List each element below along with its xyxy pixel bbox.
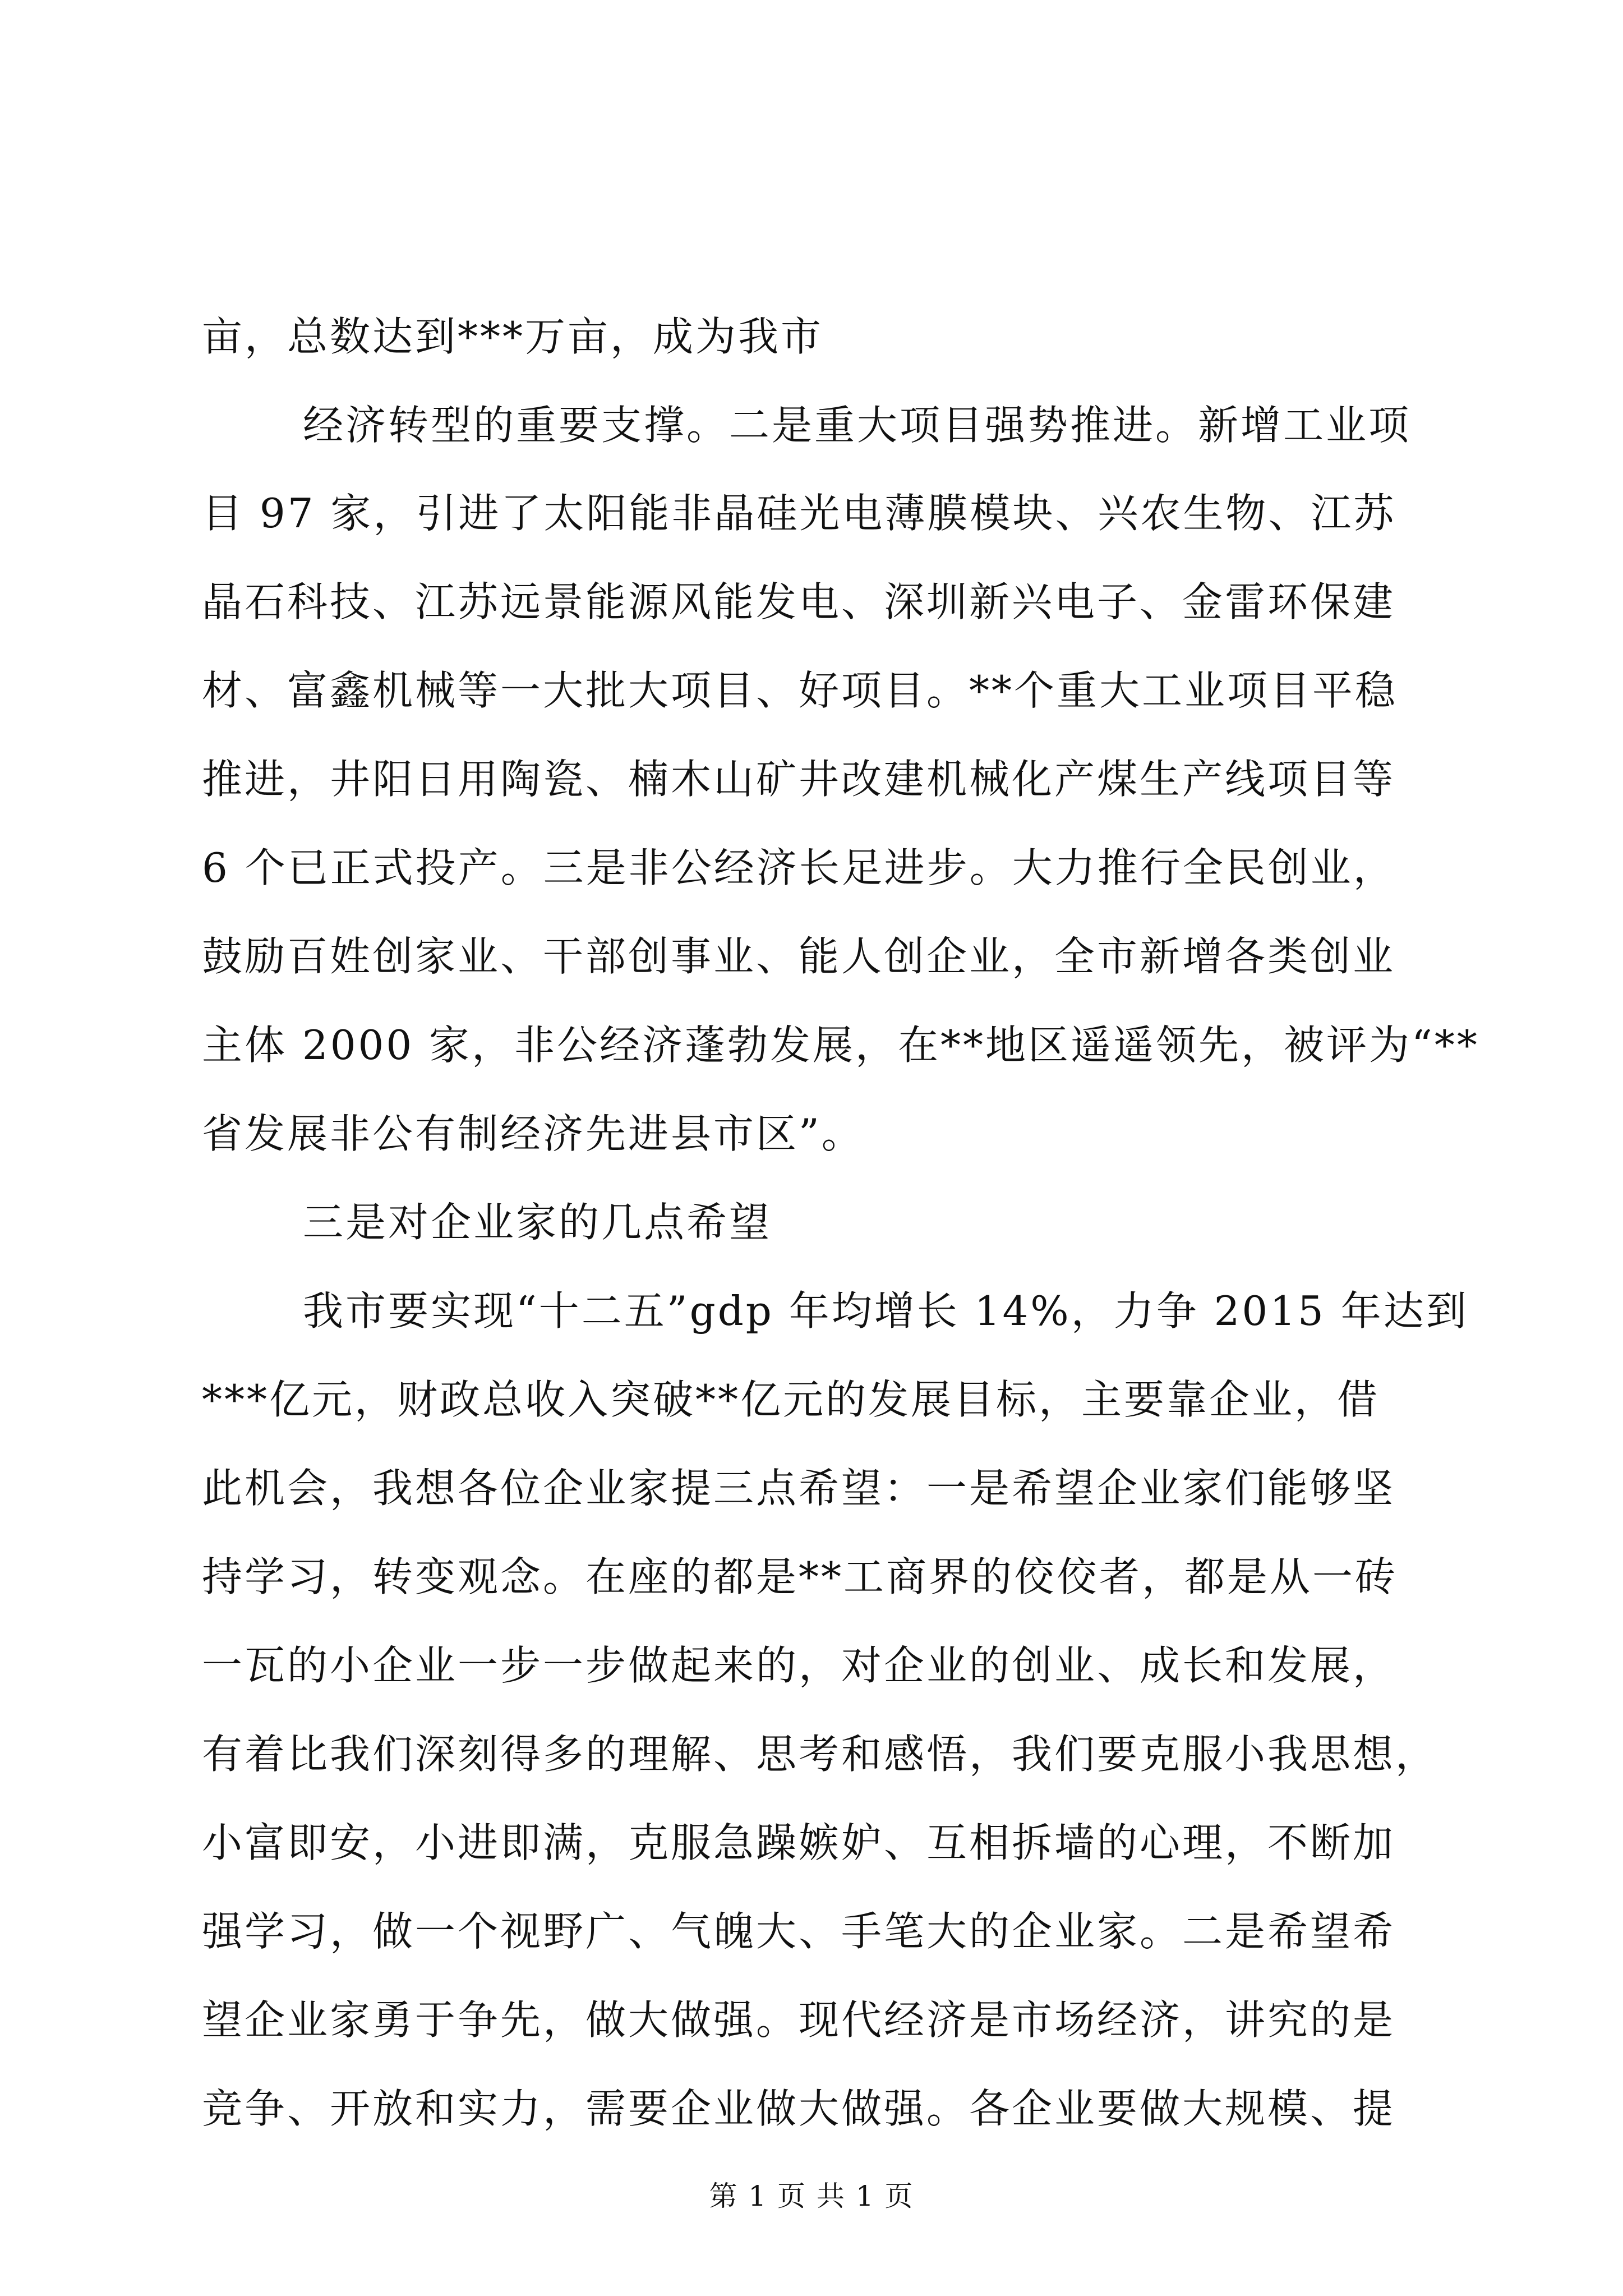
text-line: 推进，井阳日用陶瓷、楠木山矿井改建机械化产煤生产线项目等	[202, 756, 1396, 803]
text-line: 鼓励百姓创家业、干部创事业、能人创企业，全市新增各类创业	[202, 933, 1396, 980]
page-footer: 第 1 页 共 1 页	[709, 2180, 914, 2212]
text-line: 材、富鑫机械等一大批大项目、好项目。**个重大工业项目平稳	[202, 667, 1398, 714]
text-line: ***亿元，财政总收入突破**亿元的发展目标，主要靠企业，借	[202, 1376, 1380, 1423]
text-line: 经济转型的重要支撑。二是重大项目强势推进。新增工业项	[303, 402, 1412, 449]
section-heading: 三是对企业家的几点希望	[303, 1199, 772, 1246]
text-line: 持学习，转变观念。在座的都是**工商界的佼佼者，都是从一砖	[202, 1553, 1398, 1600]
text-line: 有着比我们深刻得多的理解、思考和感悟，我们要克服小我思想，	[202, 1731, 1438, 1778]
text-line: 小富即安，小进即满，克服急躁嫉妒、互相拆墙的心理，不断加	[202, 1819, 1396, 1866]
text-line: 强学习，做一个视野广、气魄大、手笔大的企业家。二是希望希	[202, 1908, 1396, 1955]
text-line: 省发展非公有制经济先进县市区”。	[202, 1110, 864, 1157]
text-line: 6 个已正式投产。三是非公经济长足进步。大力推行全民创业，	[202, 844, 1396, 891]
text-line: 我市要实现“十二五”gdp 年均增长 14%，力争 2015 年达到	[303, 1287, 1469, 1335]
text-line: 竞争、开放和实力，需要企业做大做强。各企业要做大规模、提	[202, 2085, 1396, 2132]
text-line: 亩，总数达到***万亩，成为我市	[202, 313, 824, 360]
text-line: 目 97 家，引进了太阳能非晶硅光电薄膜模块、兴农生物、江苏	[202, 490, 1396, 537]
text-line: 晶石科技、江苏远景能源风能发电、深圳新兴电子、金雷环保建	[202, 578, 1396, 625]
text-line: 主体 2000 家，非公经济蓬勃发展，在**地区遥遥领先，被评为“**	[202, 1022, 1479, 1069]
text-line: 一瓦的小企业一步一步做起来的，对企业的创业、成长和发展，	[202, 1642, 1396, 1689]
text-line: 望企业家勇于争先，做大做强。现代经济是市场经济，讲究的是	[202, 1996, 1396, 2044]
text-line: 此机会，我想各位企业家提三点希望：一是希望企业家们能够坚	[202, 1465, 1396, 1512]
